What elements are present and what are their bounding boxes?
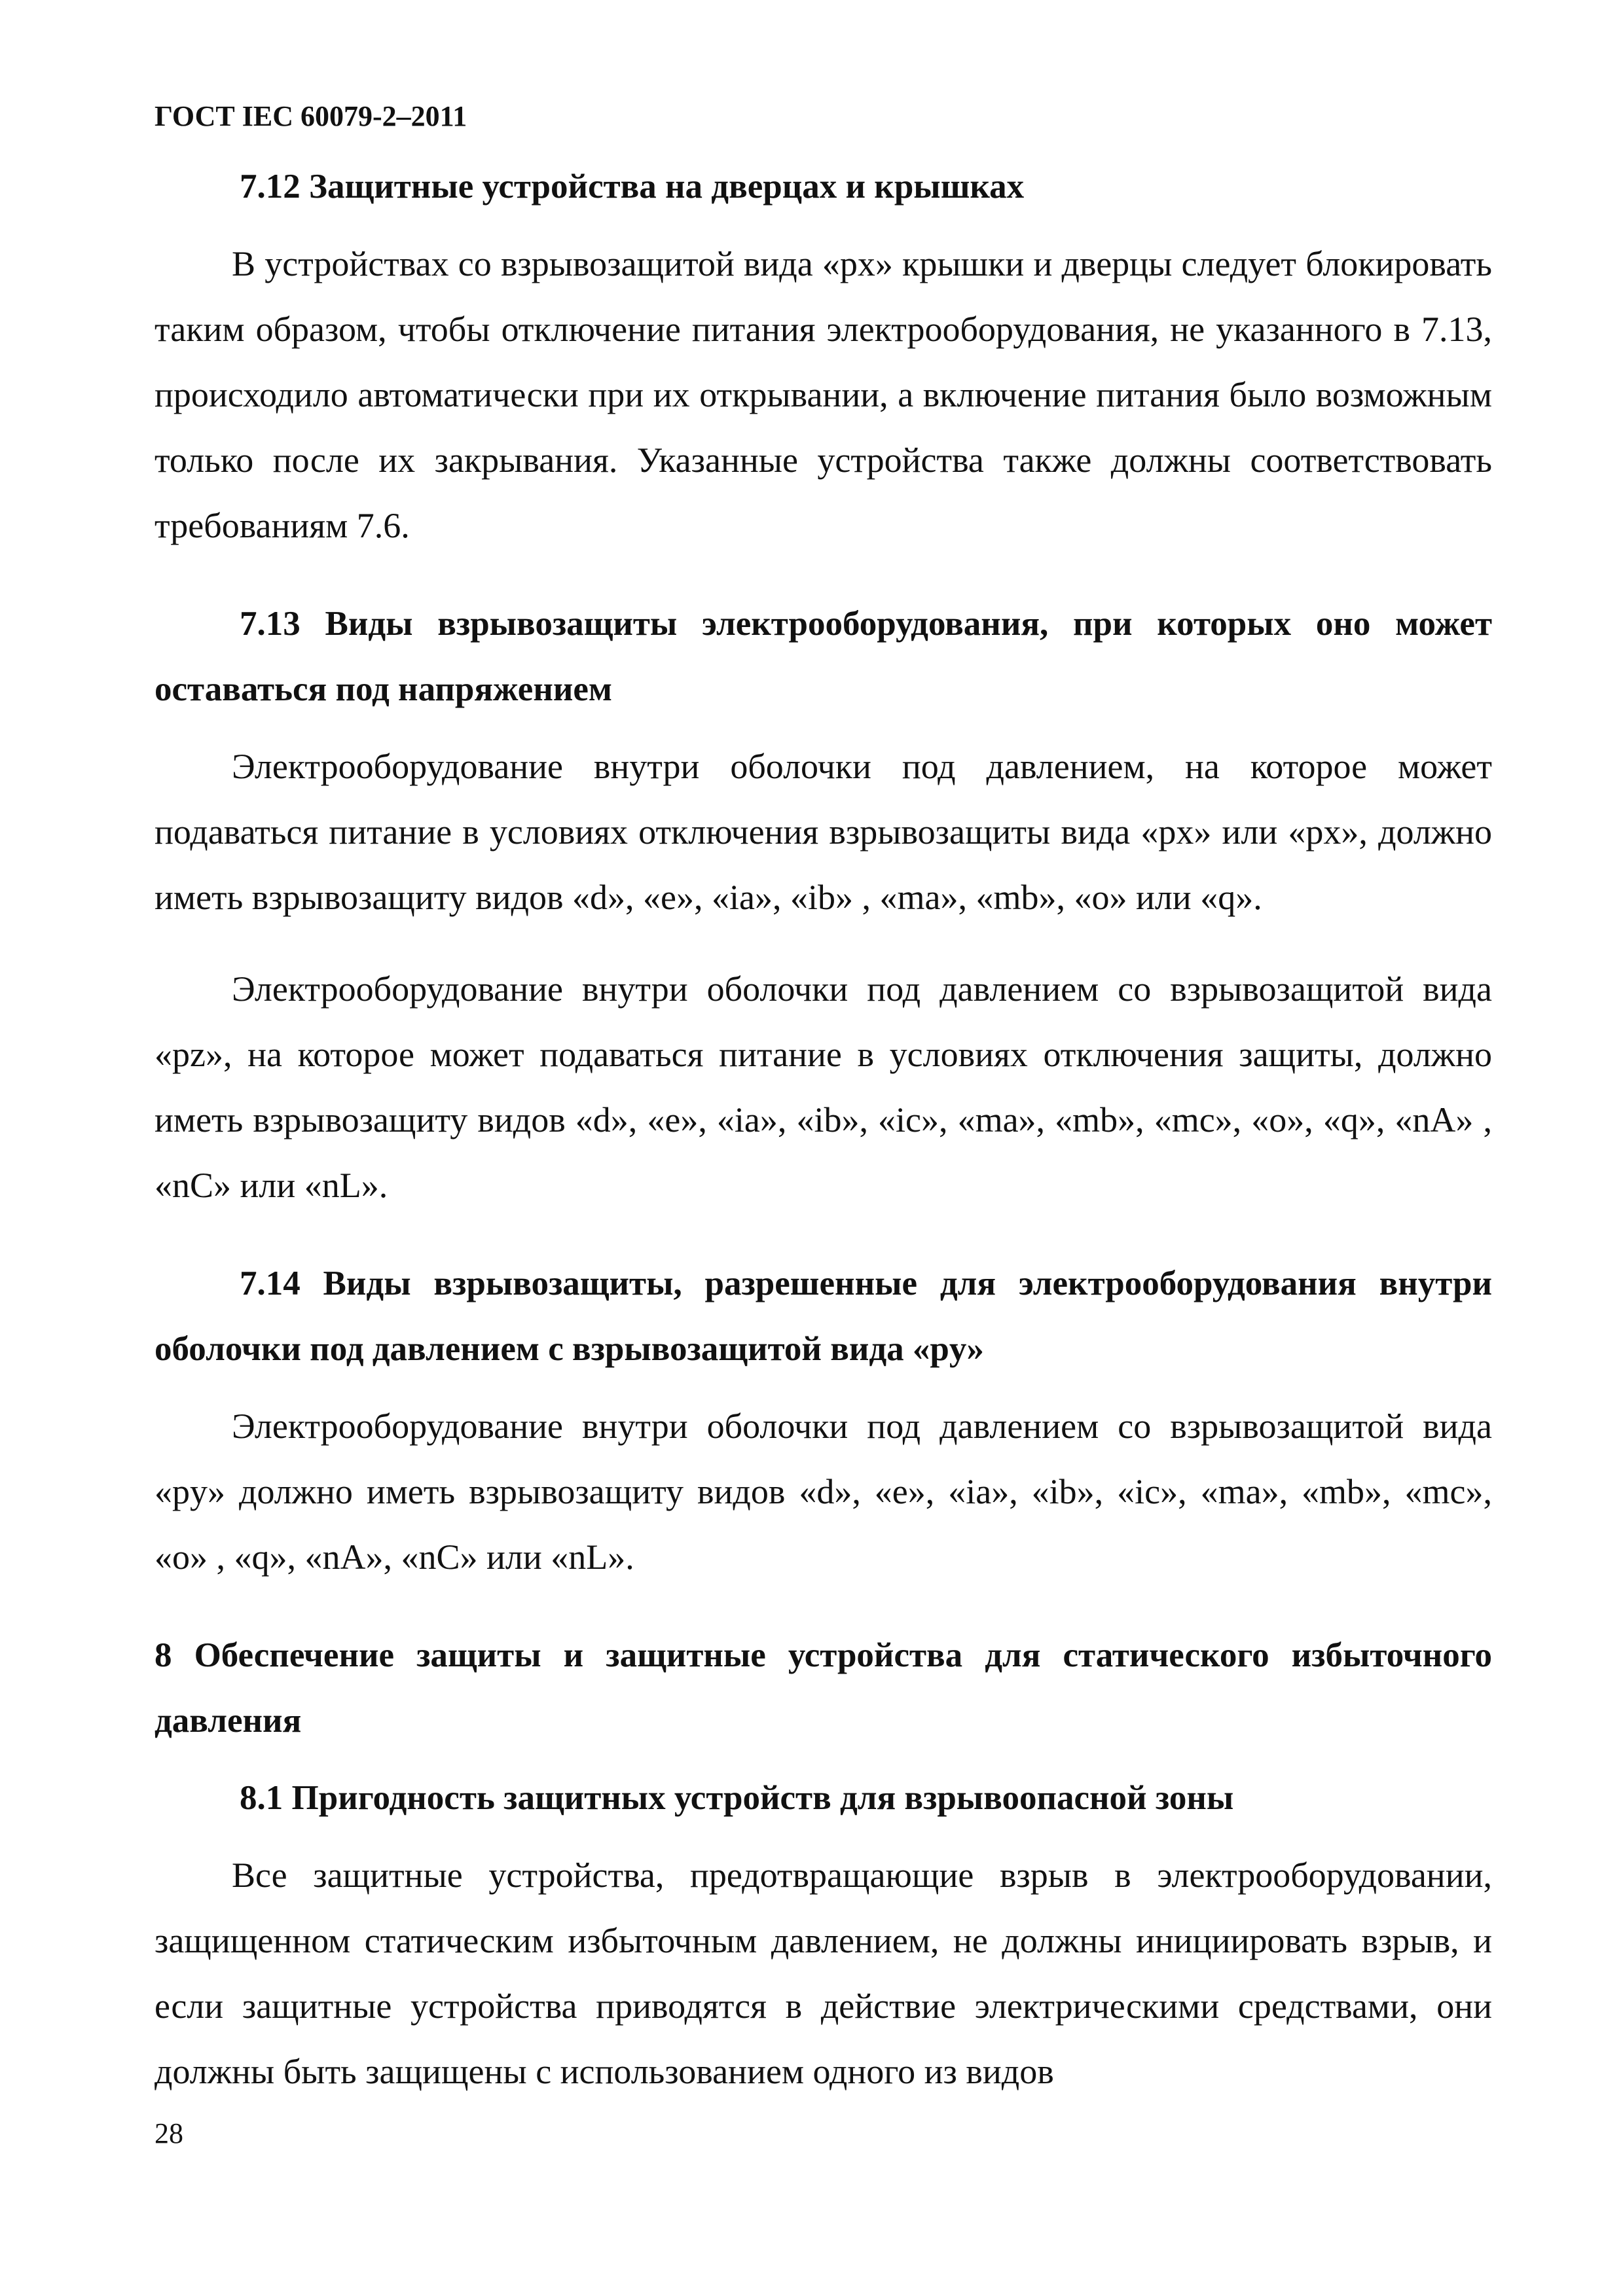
section-8-title: 8 Обеспечение защиты и защитные устройства для статического избыточного давления (155, 1636, 1492, 1740)
section-7-12-paragraph: В устройствах со взрывозащитой вида «px» крышки и дверцы следует блокировать таким образом, чтобы отключение питания электрооборудования, не указанного в 7.13, происходило автоматически при их открывании, а включение питания было возможным только после их закрывания. Указанные устройства также должны соответствовать требованиям 7.6. (155, 244, 1492, 545)
section-8-1-title: 8.1 Пригодность защитных устройств для взрывоопасной зоны (240, 1779, 1234, 1817)
section-7-13-paragraph-1: Электрооборудование внутри оболочки под давлением, на которое может подаваться питание в условиях отключения взрывозащиты вида «px» или «px», должно иметь взрывозащиту видов «d», «e», «ia», «ib» , «ma», «mb», «o» или «q». (155, 747, 1492, 917)
section-8-1-paragraph: Все защитные устройства, предотвращающие взрыв в электрооборудовании, защищенном статическим избыточным давлением, не должны инициировать взрыв, и если защитные устройства приводятся в действие электрическими средствами, они должны быть защищены с использованием одного из видов (155, 1856, 1492, 2091)
page-number: 28 (155, 2117, 183, 2149)
section-7-13-paragraph-2: Электрооборудование внутри оболочки под давлением со взрывозащитой вида «pz», на которое может подаваться питание в условиях отключения защиты, должно иметь взрывозащиту видов «d», «e», «ia», «ib», «ic», «ma», «mb», «mc», «o», «q», «nA» , «nC» или «nL». (155, 969, 1492, 1205)
section-7-14-title: 7.14 Виды взрывозащиты, разрешенные для электрооборудования внутри оболочки под давлением с взрывозащитой вида «py» (155, 1265, 1492, 1368)
page-body (155, 154, 1492, 2104)
section-7-12-title: 7.12 Защитные устройства на дверцах и крышках (240, 168, 1025, 206)
section-7-13-title: 7.13 Виды взрывозащиты электрооборудования, при которых оно может оставаться под напряжением (155, 605, 1492, 708)
section-7-14-paragraph: Электрооборудование внутри оболочки под давлением со взрывозащитой вида «py» должно иметь взрывозащиту видов «d», «e», «ia», «ib», «ic», «ma», «mb», «mc», «o» , «q», «nA», «nC» или «nL». (155, 1407, 1492, 1577)
standard-designation: ГОСТ IEC 60079-2–2011 (155, 100, 467, 132)
